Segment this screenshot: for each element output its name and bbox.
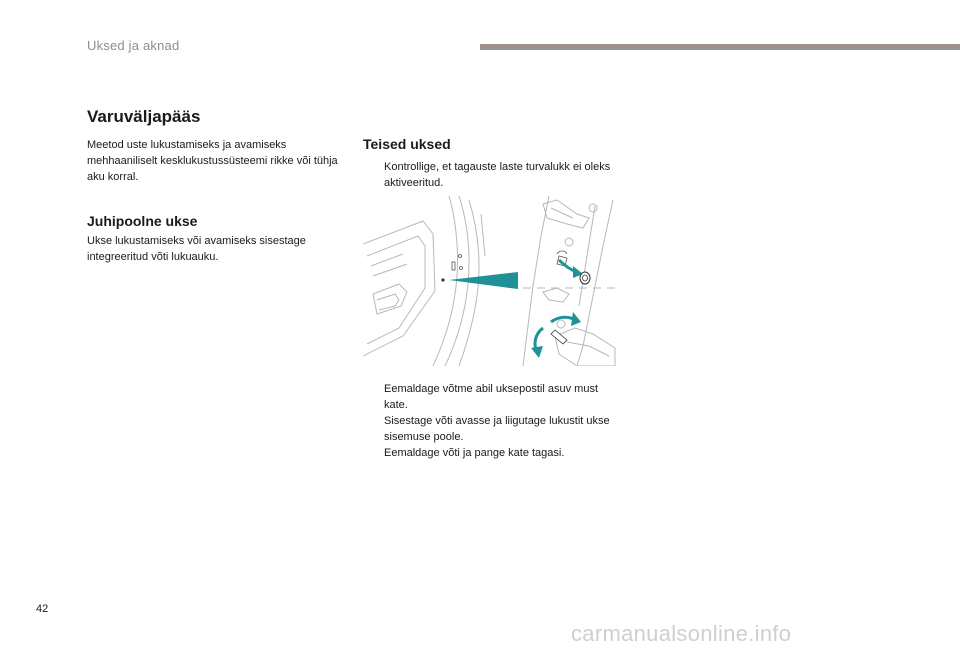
- list-item: [363, 159, 623, 191]
- bullet-text: Sisestage võti avasse ja liigutage lukustit ukse sisemuse poole.: [384, 415, 610, 443]
- section-header: Uksed ja aknad: [87, 38, 180, 53]
- bullet-text: Eemaldage võtme abil uksepostil asuv must kate.: [384, 383, 598, 411]
- other-doors-heading: Teised uksed: [363, 136, 451, 152]
- bullet-list-top: [363, 159, 623, 191]
- list-item: [363, 413, 623, 445]
- bullet-list-bottom: [363, 381, 623, 461]
- list-item: [363, 381, 623, 413]
- page-title: Varuväljapääs: [87, 107, 201, 126]
- intro-paragraph: Meetod uste lukustamiseks ja avamiseks mehhaaniliselt kesklukustussüsteemi rikke või tühja aku korral.: [87, 139, 338, 183]
- header-bar: [480, 44, 960, 50]
- driver-door-text: Ukse lukustamiseks või avamiseks sisestage integreeritud võti lukuauku.: [87, 235, 306, 263]
- bullet-text: Kontrollige, et tagauste laste turvalukk ei oleks aktiveeritud.: [384, 161, 611, 189]
- watermark: carmanualsonline.info: [571, 621, 792, 646]
- list-item: [363, 445, 623, 461]
- door-lock-illustration: [363, 196, 618, 366]
- bullet-text: Eemaldage võti ja pange kate tagasi.: [384, 447, 565, 459]
- page-number: 42: [36, 603, 49, 615]
- driver-door-heading: Juhipoolne ukse: [87, 213, 198, 229]
